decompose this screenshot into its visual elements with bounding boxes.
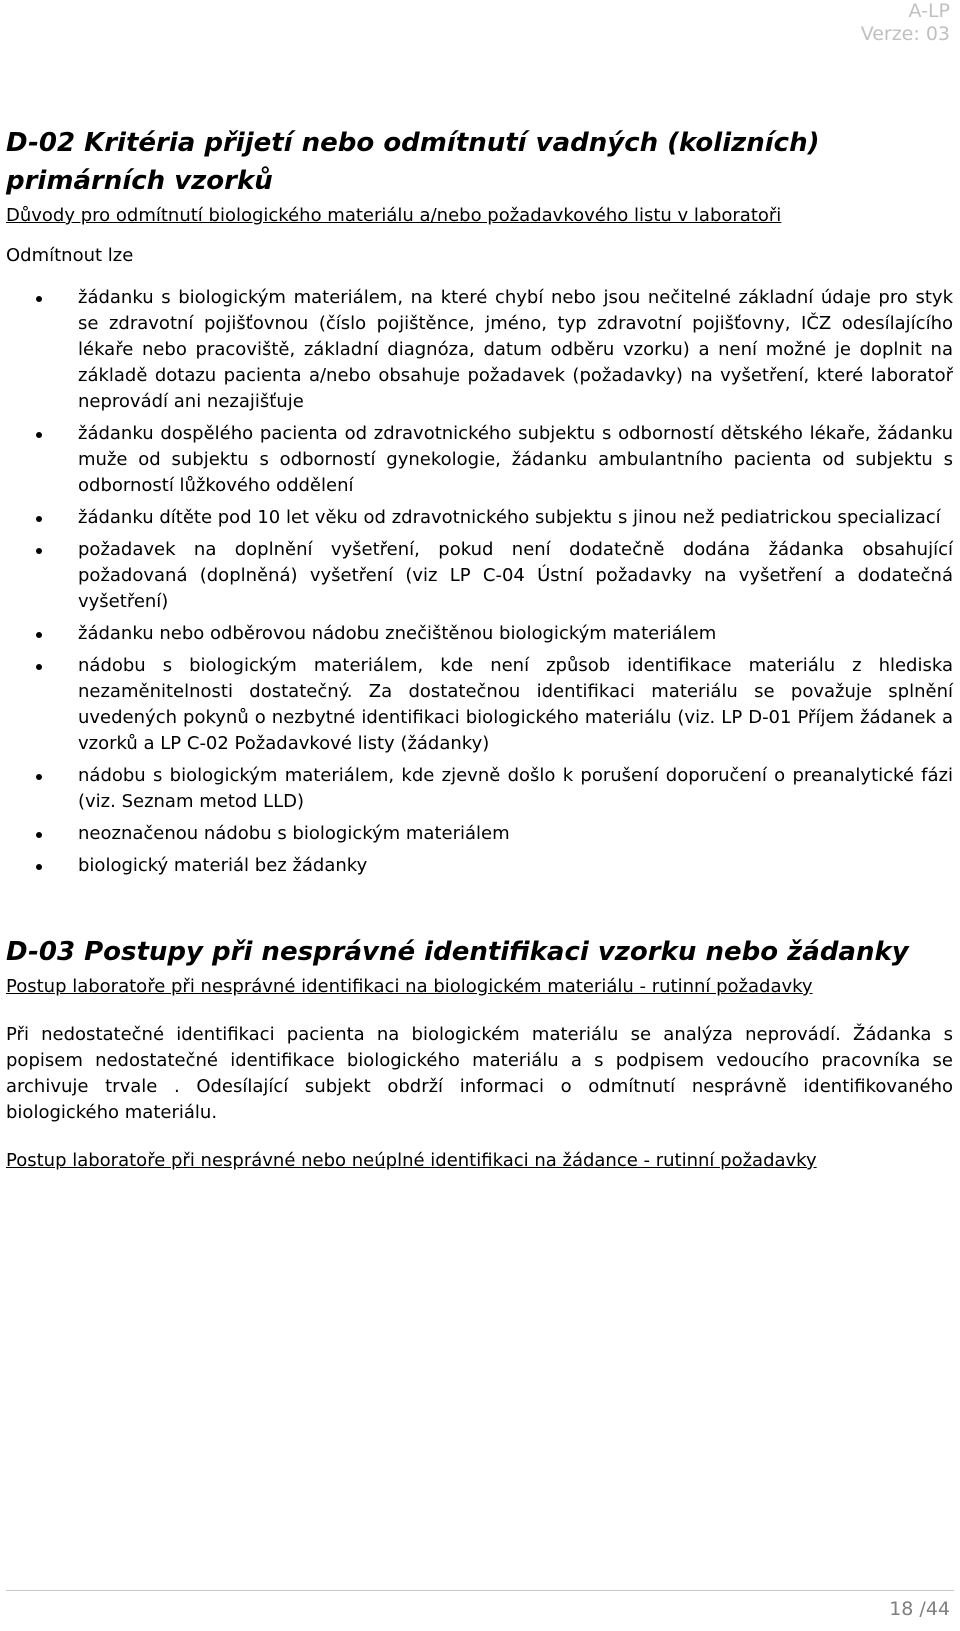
bullet-icon: [36, 832, 42, 838]
section-d02-subtitle: Důvody pro odmítnutí biologického materiálu a/nebo požadavkového listu v laboratoři: [6, 205, 782, 226]
section-d03-subheading-1: Postup laboratoře při nesprávné identifikaci na biologickém materiálu - rutinní požadavky: [6, 976, 813, 997]
bullet-icon: [36, 516, 42, 522]
doc-code: A-LP: [908, 0, 950, 22]
rejection-list: [6, 285, 953, 879]
section-d03-paragraph-1: Při nedostatečné identifikaci pacienta na biologickém materiálu se analýza neprovádí. Žádanka s popisem nedostatečné identifikace biologického materiálu a s podpisem vedoucího pracovníka se archivuje trvale . Odesílající subjekt obdrží informaci o odmítnutí nesprávně identifikovaného biologického materiálu.: [6, 1024, 953, 1123]
list-item: žádanku dítěte pod 10 let věku od zdravotnického subjektu s jinou než pediatrickou specializací: [6, 505, 953, 531]
document-body: [6, 124, 953, 1174]
bullet-icon: [36, 774, 42, 780]
bullet-icon: [36, 432, 42, 438]
list-item: biologický materiál bez žádanky: [6, 853, 953, 879]
bullet-icon: [36, 632, 42, 638]
list-item: žádanku nebo odběrovou nádobu znečištěnou biologickým materiálem: [6, 621, 953, 647]
document-header: [861, 0, 950, 46]
bullet-icon: [36, 548, 42, 554]
list-item: žádanku s biologickým materiálem, na které chybí nebo jsou nečitelné základní údaje pro styk se zdravotní pojišťovnou (číslo pojištěnce, jméno, typ zdravotní pojišťovny, IČZ odesílajícího lékaře nebo pracoviště, základní diagnóza, datum odběru vzorku) a není možné je doplnit na základě dotazu pacienta a/nebo obsahuje požadavek (požadavky) na vyšetření, které laboratoř neprovádí ani nezajišťuje: [6, 285, 953, 415]
list-item: požadavek na doplnění vyšetření, pokud není dodatečně dodána žádanka obsahující požadovaná (doplněná) vyšetření (viz LP C-04 Ústní požadavky na vyšetření a dodatečná vyšetření): [6, 537, 953, 615]
section-d02-lead: Odmítnout lze: [6, 245, 134, 266]
section-d03-subheading-2: Postup laboratoře při nesprávné nebo neúplné identifikaci na žádance - rutinní požadavky: [6, 1150, 817, 1171]
bullet-icon: [36, 664, 42, 670]
list-item: nádobu s biologickým materiálem, kde zjevně došlo k porušení doporučení o preanalytické fázi (viz. Seznam metod LLD): [6, 763, 953, 815]
list-item: nádobu s biologickým materiálem, kde není způsob identifikace materiálu z hlediska nezaměnitelnosti dostatečný. Za dostatečnou identifikaci materiálu se považuje splnění uvedených pokynů o nezbytné identifikaci biologického materiálu (viz. LP D-01 Příjem žádanek a vzorků a LP C-02 Požadavkové listy (žádanky): [6, 653, 953, 757]
list-item: neoznačenou nádobu s biologickým materiálem: [6, 821, 953, 847]
footer-divider: [6, 1590, 954, 1591]
bullet-icon: [36, 864, 42, 870]
list-item: žádanku dospělého pacienta od zdravotnického subjektu s odborností dětského lékaře, žádanku muže od subjektu s odborností gynekologie, žádanku ambulantního pacienta od subjektu s odborností lůžkového oddělení: [6, 421, 953, 499]
bullet-icon: [36, 296, 42, 302]
section-d02-title: D-02 Kritéria přijetí nebo odmítnutí vadných (kolizních) primárních vzorků: [6, 128, 820, 196]
doc-version: Verze: 03: [860, 23, 950, 45]
page-number: 18 /44: [889, 1598, 950, 1620]
section-d03-title: D-03 Postupy při nesprávné identifikaci vzorku nebo žádanky: [6, 937, 909, 967]
